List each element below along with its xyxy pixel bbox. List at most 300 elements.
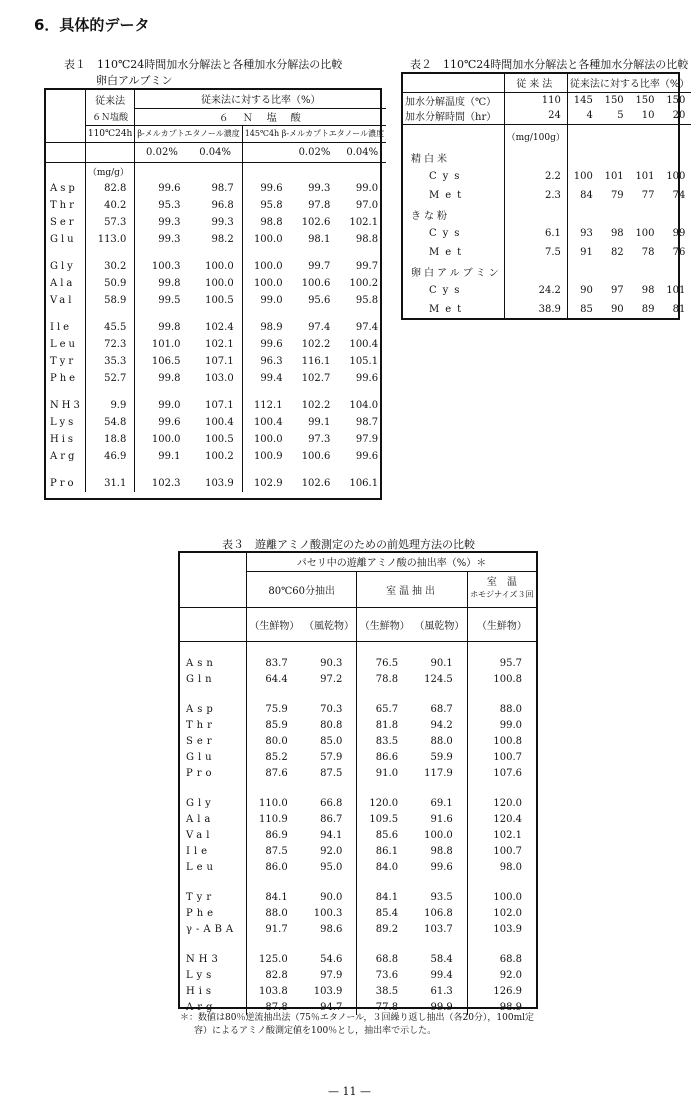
t1-head-cond-a: β-メルカプトエタノール濃度 [135, 125, 242, 142]
t1-value: 102.6 [301, 217, 331, 228]
t1-value: 100.0 [205, 278, 234, 289]
t2-head-ratio: 従来法に対する比率（%） [567, 74, 691, 92]
t1-value: 100.6 [301, 278, 331, 289]
t1-value: 102.2 [301, 339, 331, 350]
t3-value: 100.8 [467, 733, 536, 749]
t1-row [46, 292, 386, 309]
t2-amino-acid: Met [429, 190, 468, 201]
t1-value: 113.0 [85, 231, 135, 248]
t3-value: 92.0 [467, 967, 536, 983]
t3-amino-acid: Arg [186, 1001, 217, 1013]
t3-value: 69.1 [430, 797, 453, 809]
t3-value: 90.3 [320, 657, 343, 669]
t2-value: 90 [610, 304, 624, 315]
t1-value: 100.5 [205, 434, 234, 445]
t2-temp: 145 [567, 92, 598, 108]
t3-value: 84.0 [357, 859, 412, 875]
t1-value: 99.8 [135, 370, 189, 387]
t3-row [180, 795, 536, 811]
t1-amino-acid: Glu [50, 234, 77, 245]
t1-value: 95.3 [135, 197, 189, 214]
t3-fresh: （生鮮物） [467, 607, 536, 641]
t3-value: 110.9 [247, 811, 302, 827]
t3-value: 97.9 [320, 969, 343, 981]
t3-row [180, 655, 536, 671]
t3-value: 106.8 [424, 907, 453, 919]
t2-value: 100 [635, 228, 655, 239]
t1-value: 100.4 [242, 414, 290, 431]
t3-dried: （風乾物） [302, 607, 357, 641]
t1-value: 99.3 [211, 217, 234, 228]
t1-value: 99.7 [355, 261, 379, 272]
t1-row [46, 475, 386, 492]
table3-grid [180, 553, 536, 1015]
t1-value: 100.5 [205, 295, 234, 306]
t2-time: 10 [630, 108, 661, 124]
t3-value: 68.8 [357, 951, 412, 967]
t1-value: 96.3 [242, 353, 290, 370]
t1-value: 104.0 [349, 400, 379, 411]
t3-value: 126.9 [467, 983, 536, 999]
page-number: — 11 — [328, 1085, 371, 1098]
t3-value: 83.7 [247, 655, 302, 671]
t3-row [180, 967, 536, 983]
t3-value: 99.4 [430, 969, 453, 981]
t1-amino-acid: Gly [50, 261, 76, 272]
t3-value: 97.2 [320, 673, 343, 685]
t1-value: 102.4 [205, 322, 234, 333]
t3-value: 85.9 [247, 717, 302, 733]
t2-value: 24.2 [504, 281, 567, 300]
t2-value: 38.9 [504, 300, 567, 319]
t3-value: 70.3 [320, 703, 343, 715]
t2-value: 101 [666, 285, 686, 296]
t1-row [46, 336, 386, 353]
t3-amino-acid: Ala [186, 813, 215, 825]
t2-temp: 150 [666, 94, 686, 106]
t3-value: 90.1 [430, 657, 453, 669]
t2-row [403, 167, 691, 186]
t1-amino-acid: Tyr [50, 356, 77, 367]
t1-value: 98.8 [242, 214, 290, 231]
t3-amino-acid: Gln [186, 673, 216, 685]
t2-temp: 150 [635, 94, 655, 106]
t1-value: 102.1 [205, 339, 234, 350]
t3-value: 65.7 [357, 701, 412, 717]
t3-value: 98.9 [467, 999, 536, 1015]
t3-value: 120.0 [467, 795, 536, 811]
t1-value: 100.2 [349, 278, 379, 289]
t1-conc-2: 0.04% [189, 142, 243, 162]
t3-value: 103.9 [313, 985, 343, 997]
t1-head-cond-b: 145℃4h β-メルカプトエタノール濃度 [242, 125, 386, 142]
t1-row [46, 258, 386, 275]
t3-amino-acid: Val [186, 829, 214, 841]
t2-value: 2.2 [504, 167, 567, 186]
t3-row [180, 859, 536, 875]
t2-value: 7.5 [504, 243, 567, 262]
t3-row [180, 749, 536, 765]
t3-value: 88.0 [467, 701, 536, 717]
t3-value: 87.6 [247, 765, 302, 781]
t3-value: 92.0 [320, 845, 343, 857]
t1-value: 102.9 [242, 475, 290, 492]
t3-amino-acid: Thr [186, 719, 216, 731]
t1-value: 100.3 [135, 258, 189, 275]
t1-unit: （mg/g） [85, 162, 135, 180]
t2-value: 91 [567, 243, 598, 262]
t3-value: 66.8 [320, 797, 343, 809]
t3-row [180, 951, 536, 967]
t3-footnote-1: ＊：数値は80％逆流抽出法（75％エタノール，３回繰り返し抽出（各20分），100ml定 [180, 1013, 535, 1023]
t2-value: 93 [567, 224, 598, 243]
t2-value: 101 [635, 171, 655, 182]
t3-value: 102.0 [467, 905, 536, 921]
table1-grid [46, 90, 386, 492]
t3-value: 88.0 [247, 905, 302, 921]
t3-value: 95.0 [320, 861, 343, 873]
t1-value: 52.7 [85, 370, 135, 387]
t1-value: 99.0 [135, 397, 189, 414]
t1-value: 98.8 [355, 234, 379, 245]
t1-row [46, 353, 386, 370]
t3-value: 64.4 [247, 671, 302, 687]
t1-value: 100.0 [205, 261, 234, 272]
t1-value: 46.9 [85, 448, 135, 465]
t2-value: 101 [604, 171, 624, 182]
t2-sample-name: 精白米 [411, 154, 450, 165]
t3-value: 100.7 [467, 843, 536, 859]
t1-conc-3: 0.02% [291, 142, 339, 162]
t1-value: 99.6 [355, 373, 379, 384]
t3-row [180, 905, 536, 921]
t1-value: 99.6 [135, 180, 189, 197]
t3-value: 98.8 [430, 845, 453, 857]
t3-row [180, 921, 536, 937]
t3-method-1: 80℃60分抽出 [247, 571, 357, 607]
t1-value: 99.4 [242, 370, 290, 387]
t2-value: 82 [610, 247, 624, 258]
t1-value: 31.1 [85, 475, 135, 492]
t3-value: 86.7 [320, 813, 343, 825]
t1-value: 98.7 [355, 417, 379, 428]
t3-amino-acid: Glu [186, 751, 216, 763]
t1-amino-acid: Ala [50, 278, 76, 289]
t1-row [46, 414, 386, 431]
t3-value: 86.6 [357, 749, 412, 765]
t1-value: 105.1 [349, 356, 379, 367]
table2-caption: 表２ 110℃24時間加水分解法と各種加水分解法の比較 [410, 58, 689, 71]
t3-value: 85.0 [320, 735, 343, 747]
t3-amino-acid: Lys [186, 969, 216, 981]
t1-row [46, 275, 386, 292]
t3-value: 86.9 [247, 827, 302, 843]
t1-value: 35.3 [85, 353, 135, 370]
t1-value: 97.0 [355, 200, 379, 211]
t3-value: 59.9 [430, 751, 453, 763]
t1-value: 97.4 [308, 322, 331, 333]
t3-head-main: パセリ中の遊離アミノ酸の抽出率（%）＊ [247, 553, 537, 571]
t2-row [403, 281, 691, 300]
t2-value: 79 [610, 190, 624, 201]
t2-value: 2.3 [504, 186, 567, 205]
t1-row [46, 431, 386, 448]
t3-row [180, 701, 536, 717]
t3-value: 125.0 [247, 951, 302, 967]
t2-value: 98 [610, 228, 624, 239]
t1-row [46, 231, 386, 248]
t3-value: 68.8 [467, 951, 536, 967]
t2-value: 98 [641, 285, 655, 296]
t3-value: 86.0 [247, 859, 302, 875]
t2-head-conv: 従来法 [504, 74, 567, 92]
t1-value: 58.9 [85, 292, 135, 309]
t3-row [180, 765, 536, 781]
t3-value: 107.6 [467, 765, 536, 781]
t2-value: 78 [641, 247, 655, 258]
t3-value: 98.0 [467, 859, 536, 875]
t3-footnote-2: 容）によるアミノ酸測定値を100％とし，抽出率で示した。 [194, 1026, 437, 1036]
t1-value: 98.9 [242, 319, 290, 336]
t2-value: 84 [567, 186, 598, 205]
t1-value: 99.6 [242, 336, 290, 353]
t1-value: 99.1 [135, 448, 189, 465]
t1-amino-acid: Pro [50, 478, 77, 489]
t3-amino-acid: Ser [186, 735, 216, 747]
t3-value: 84.1 [357, 889, 412, 905]
t1-value: 99.8 [135, 319, 189, 336]
t3-value: 100.7 [467, 749, 536, 765]
t3-value: 98.6 [320, 923, 343, 935]
t2-value: 89 [641, 304, 655, 315]
t1-amino-acid: Thr [50, 200, 77, 211]
t2-temp-label: 加水分解温度（℃） [405, 96, 497, 108]
t1-value: 99.3 [308, 183, 331, 194]
t3-row [180, 843, 536, 859]
t1-value: 100.4 [205, 417, 234, 428]
t3-value: 85.2 [247, 749, 302, 765]
t3-value: 102.1 [467, 827, 536, 843]
t3-value: 95.7 [467, 655, 536, 671]
t1-value: 57.3 [85, 214, 135, 231]
t1-amino-acid: Lys [50, 417, 77, 428]
t3-row [180, 733, 536, 749]
t3-amino-acid: Phe [186, 907, 218, 919]
t3-value: 91.0 [357, 765, 412, 781]
t3-value: 100.0 [467, 889, 536, 905]
t3-value: 78.8 [357, 671, 412, 687]
t1-value: 106.1 [349, 478, 379, 489]
t3-amino-acid: Tyr [186, 891, 216, 903]
t3-value: 81.8 [357, 717, 412, 733]
t3-value: 83.5 [357, 733, 412, 749]
t1-value: 99.5 [135, 292, 189, 309]
t3-value: 100.3 [313, 907, 343, 919]
t3-value: 57.9 [320, 751, 343, 763]
t2-amino-acid: Cys [429, 171, 466, 182]
t1-value: 95.8 [355, 295, 379, 306]
table3 [178, 551, 538, 1013]
t1-value: 99.0 [242, 292, 290, 309]
t2-value: 100 [666, 171, 686, 182]
t3-amino-acid: Pro [186, 767, 216, 779]
t1-value: 100.0 [242, 275, 290, 292]
t1-value: 106.5 [135, 353, 189, 370]
t1-value: 116.1 [301, 356, 331, 367]
t1-value: 100.0 [242, 431, 290, 448]
t1-head-conv: 従来法 [85, 90, 135, 108]
t1-row [46, 180, 386, 197]
t3-method-3-label: 室 温 [486, 577, 517, 588]
t3-value: 75.9 [247, 701, 302, 717]
t1-value: 99.7 [308, 261, 331, 272]
t3-value: 68.7 [430, 703, 453, 715]
t3-value: 94.7 [320, 1001, 343, 1013]
t3-value: 103.7 [424, 923, 453, 935]
t1-value: 96.8 [211, 200, 234, 211]
t3-row [180, 983, 536, 999]
t3-value: 94.2 [430, 719, 453, 731]
t1-value: 100.0 [242, 231, 290, 248]
t1-row [46, 370, 386, 387]
t3-amino-acid: γ-ABA [186, 923, 238, 935]
t3-value: 94.1 [320, 829, 343, 841]
t1-value: 95.6 [308, 295, 331, 306]
t3-row [180, 889, 536, 905]
t3-amino-acid: Leu [186, 861, 217, 873]
t1-value: 97.4 [355, 322, 379, 333]
t3-value: 124.5 [424, 673, 453, 685]
t3-value: 100.8 [467, 671, 536, 687]
t3-value: 86.1 [357, 843, 412, 859]
t3-value: 91.7 [247, 921, 302, 937]
t1-value: 30.2 [85, 258, 135, 275]
t1-value: 101.0 [135, 336, 189, 353]
t3-value: 87.5 [247, 843, 302, 859]
t1-amino-acid: NH3 [50, 400, 83, 411]
t2-time-conv: 24 [504, 108, 567, 124]
t1-value: 97.9 [355, 434, 379, 445]
t1-value: 45.5 [85, 319, 135, 336]
section-title: 6．具体的データ [34, 16, 150, 34]
t3-amino-acid: Asp [186, 703, 217, 715]
t3-value: 99.9 [430, 1001, 453, 1013]
t1-value: 100.0 [242, 258, 290, 275]
t1-amino-acid: Asp [50, 183, 78, 194]
t1-value: 100.2 [205, 451, 234, 462]
t3-value: 77.8 [357, 999, 412, 1015]
t1-value: 9.9 [85, 397, 135, 414]
t3-method-3 [467, 571, 536, 607]
t2-time-label: 加水分解時間（hr） [403, 108, 504, 124]
t1-value: 112.1 [242, 397, 290, 414]
t2-value: 77 [641, 190, 655, 201]
t2-value: 85 [567, 300, 598, 319]
t1-amino-acid: Val [50, 295, 75, 306]
t2-time: 20 [661, 108, 692, 124]
t3-dried: （風乾物） [412, 607, 467, 641]
t1-value: 107.1 [205, 356, 234, 367]
t1-value: 50.9 [85, 275, 135, 292]
table1-subcaption: 卵白アルブミン [96, 74, 173, 87]
t2-sample-name: きな粉 [411, 211, 450, 222]
t1-amino-acid: Ile [50, 322, 73, 333]
t2-sample-name: 卵白アルブミン [411, 268, 502, 279]
t3-amino-acid: Gly [186, 797, 215, 809]
t3-value: 84.1 [247, 889, 302, 905]
t2-time: 4 [567, 108, 598, 124]
t1-value: 99.3 [135, 231, 189, 248]
t1-row [46, 319, 386, 336]
t3-fresh: （生鮮物） [247, 607, 302, 641]
t2-value: 90 [567, 281, 598, 300]
t2-value: 99 [672, 228, 686, 239]
t1-amino-acid: Arg [50, 451, 78, 462]
t1-value: 97.3 [308, 434, 331, 445]
t3-value: 90.0 [320, 891, 343, 903]
t3-method-3-sub: ホモジナイズ３回 [470, 590, 534, 599]
t2-value: 6.1 [504, 224, 567, 243]
t3-value: 110.0 [247, 795, 302, 811]
t3-method-2: 室温抽出 [357, 571, 467, 607]
t1-head-acid-conv: ６Ｎ塩酸 [85, 108, 135, 125]
t3-row [180, 811, 536, 827]
t3-value: 80.8 [320, 719, 343, 731]
t3-fresh: （生鮮物） [357, 607, 412, 641]
t2-amino-acid: Cys [429, 285, 466, 296]
t3-value: 88.0 [430, 735, 453, 747]
t1-row [46, 214, 386, 231]
t1-value: 99.6 [355, 451, 379, 462]
t1-value: 102.6 [301, 478, 331, 489]
t3-value: 120.0 [357, 795, 412, 811]
t1-head-ratio: 従来法に対する比率（%） [135, 90, 386, 108]
t1-amino-acid: Leu [50, 339, 78, 350]
t1-value: 102.7 [301, 373, 331, 384]
t3-value: 109.5 [357, 811, 412, 827]
table2 [401, 72, 690, 320]
t3-amino-acid: Ile [186, 845, 212, 857]
t1-value: 99.0 [355, 183, 379, 194]
t1-value: 103.0 [205, 373, 234, 384]
t2-amino-acid: Met [429, 247, 468, 258]
t1-value: 107.1 [205, 400, 234, 411]
t3-row [180, 827, 536, 843]
t2-row [403, 300, 691, 319]
t2-value: 97 [610, 285, 624, 296]
t2-value: 100 [567, 167, 598, 186]
t1-value: 100.6 [301, 451, 331, 462]
t2-temp: 150 [604, 94, 624, 106]
t2-value: 81 [672, 304, 686, 315]
t3-value: 93.5 [430, 891, 453, 903]
t1-value: 102.1 [349, 217, 379, 228]
t2-time: 5 [599, 108, 630, 124]
t2-amino-acid: Met [429, 304, 468, 315]
t3-value: 117.9 [424, 767, 453, 779]
t3-value: 58.4 [430, 953, 453, 965]
t3-value: 54.6 [320, 953, 343, 965]
t1-amino-acid: Ser [50, 217, 77, 228]
t3-value: 120.4 [467, 811, 536, 827]
t1-head-acid-ratio: ６ Ｎ 塩 酸 [135, 108, 386, 125]
t1-value: 100.0 [135, 431, 189, 448]
t3-amino-acid: His [186, 985, 216, 997]
t1-row [46, 448, 386, 465]
t3-value: 100.0 [424, 829, 453, 841]
t1-value: 82.8 [85, 180, 135, 197]
t1-conc-1: 0.02% [135, 142, 189, 162]
